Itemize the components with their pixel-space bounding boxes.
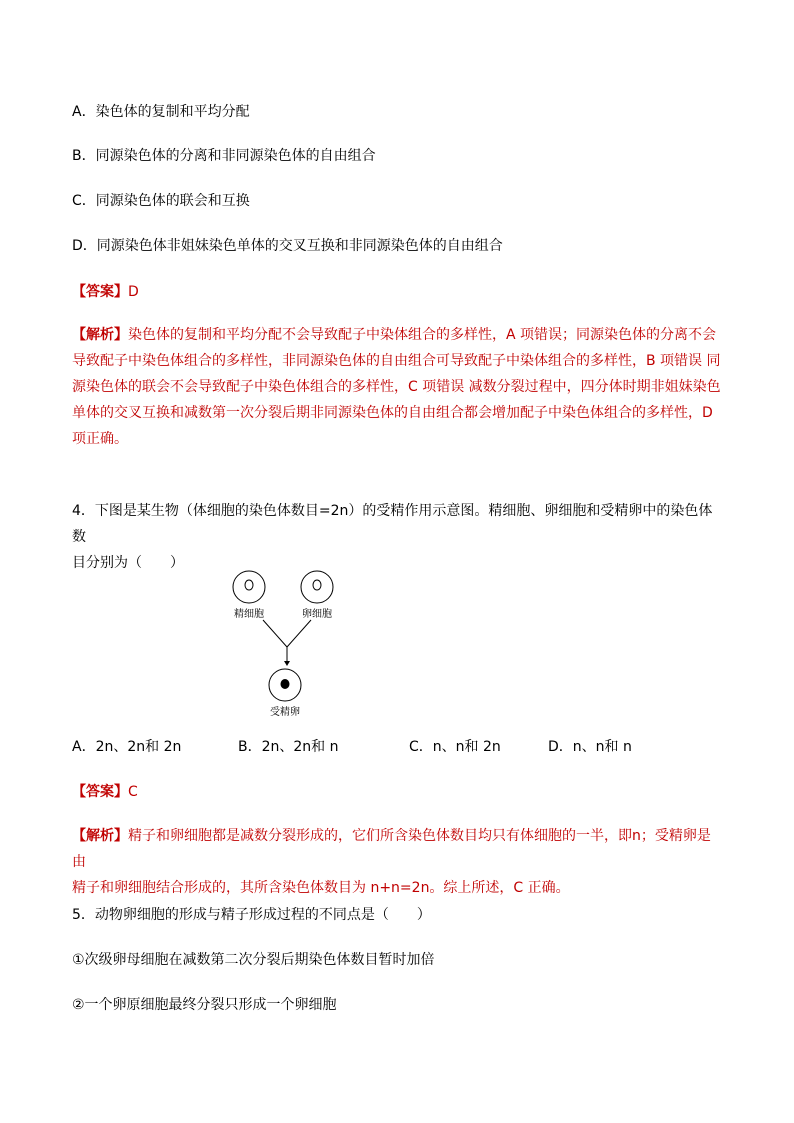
sperm-connector [263,620,287,647]
q3-analysis [72,322,722,452]
egg-label: 卵细胞 [302,609,332,620]
sperm-cell [233,571,265,603]
analysis-line: 【解析】染色体的复制和平均分配不会导致配子中染体组合的多样性，A 项错误；同源染色体的分离不会 [72,327,717,343]
q4-option-d: D．n、n和 n [548,739,632,755]
analysis-line: 项正确。 [72,431,128,447]
arrow-head [284,661,290,666]
q4-analysis [72,823,722,901]
q4-option-a: A．2n、2n和 2n [72,739,182,755]
q3-option-a: A．染色体的复制和平均分配 [72,104,250,120]
q5-item-1: ①次级卵母细胞在减数第二次分裂后期染色体数目暂时加倍 [72,952,435,968]
q3-option-c: C．同源染色体的联会和互换 [72,193,250,209]
analysis-label: 【解析】 [72,828,128,844]
analysis-label: 【解析】 [72,327,128,343]
fertilization-diagram [225,565,345,720]
analysis-line: 单体的交叉互换和减数第一次分裂后期非同源染色体的自由组合都会增加配子中染色体组合的多样性，D [72,405,713,421]
analysis-line: 精子和卵细胞结合形成的，其所含染色体数目为 n+n=2n。综上所述，C 正确。 [72,880,570,896]
egg-cell [301,571,333,603]
answer-label: 【答案】 [72,284,128,300]
answer-value: C [128,784,138,800]
q4-option-c: C．n、n和 2n [409,739,501,755]
q4-stem: 4．下图是某生物（体细胞的染色体数目=2n）的受精作用示意图。精细胞、卵细胞和受精卵中的染色体数 目分别为（ ） [72,503,713,571]
q5-item-2: ②一个卵原细胞最终分裂只形成一个卵细胞 [72,997,337,1013]
analysis-line: 源染色体的联会不会导致配子中染色体组合的多样性，C 项错误 减数分裂过程中，四分体时期非姐妹染色 [72,379,721,395]
q3-answer [72,282,139,302]
analysis-line: 【解析】精子和卵细胞都是减数分裂形成的，它们所含染色体数目均只有体细胞的一半，即n；受精卵是由 [72,828,711,870]
q5-stem: 5．动物卵细胞的形成与精子形成过程的不同点是（ ） [72,907,431,923]
egg-connector [287,620,311,647]
q4-answer [72,782,138,802]
q3-option-d: D．同源染色体非姐妹染色单体的交叉互换和非同源染色体的自由组合 [72,238,503,254]
zygote-label: 受精卵 [270,707,300,718]
analysis-line: 导致配子中染色体组合的多样性，非同源染色体的自由组合可导致配子中染体组合的多样性，B 项错误 同 [72,353,721,369]
zygote-cell [269,669,301,701]
q3-option-b: B．同源染色体的分离和非同源染色体的自由组合 [72,148,376,164]
answer-label: 【答案】 [72,784,128,800]
sperm-label: 精细胞 [234,609,264,620]
q4-option-b: B．2n、2n和 n [238,739,339,755]
answer-value: D [128,284,139,300]
